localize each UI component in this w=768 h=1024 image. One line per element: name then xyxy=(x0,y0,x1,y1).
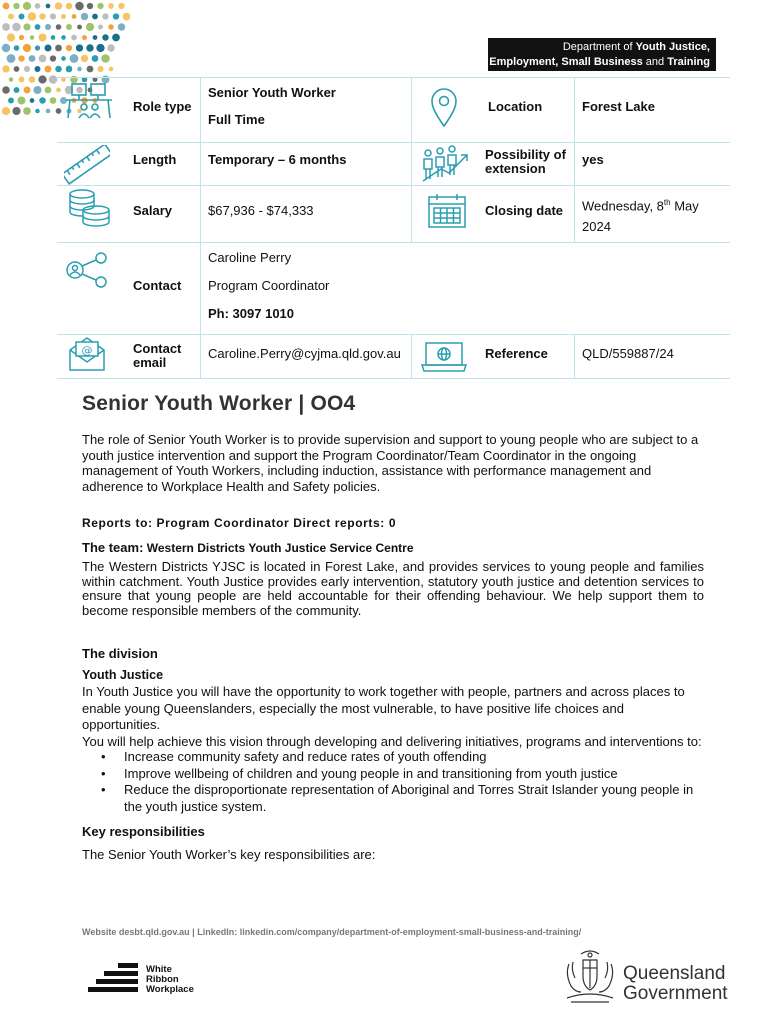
extension-value: yes xyxy=(582,152,604,167)
table-rule xyxy=(57,142,730,143)
decorative-dot xyxy=(24,87,31,94)
decorative-dot xyxy=(96,44,104,52)
decorative-dot xyxy=(86,23,94,31)
table-rule xyxy=(57,77,730,78)
salary-value: $67,936 - $74,333 xyxy=(208,203,314,218)
decorative-dot xyxy=(23,23,30,30)
extension-label xyxy=(485,148,566,176)
team-heading xyxy=(82,540,414,555)
decorative-dot xyxy=(38,33,46,41)
calendar-icon xyxy=(427,193,467,229)
decorative-dot xyxy=(2,65,9,72)
coat-of-arms-icon xyxy=(567,951,613,1002)
team-paragraph: The Western Districts YJSC is located in Forest Lake, and provides services to young people and families within catchment. Youth Justice provides early intervention, statutory youth justice and detention services to ensure that young people are held accountable for their offending behaviour. We help support them to become responsible members of the community. xyxy=(82,559,704,618)
department-banner xyxy=(488,38,716,71)
decorative-dot xyxy=(66,24,72,30)
decorative-dot xyxy=(39,13,45,19)
decorative-dot xyxy=(35,3,41,9)
decorative-dot xyxy=(7,54,16,63)
ruler-icon xyxy=(64,145,110,185)
decorative-dot xyxy=(35,66,41,72)
team-value: Western Districts Youth Justice Service Centre xyxy=(146,541,414,555)
decorative-dot xyxy=(39,97,46,104)
decorative-dot xyxy=(56,108,62,114)
list-item: • Reduce the disproportionate representation of Aboriginal and Torres Strait Islander young people in the youth justice system. xyxy=(82,782,704,815)
decorative-dot xyxy=(38,75,46,83)
decorative-dot xyxy=(12,23,20,31)
decorative-dot xyxy=(2,44,10,52)
contact-name: Caroline Perry xyxy=(208,250,292,265)
decorative-dot xyxy=(50,97,57,104)
decorative-dot xyxy=(29,55,36,62)
vision-bullet-list xyxy=(82,749,704,815)
qld-line2: Government xyxy=(623,983,728,1004)
decorative-dot xyxy=(118,3,124,9)
intro-paragraph: The role of Senior Youth Worker is to provide supervision and support to young people who are subject to a youth justice intervention and support the Program Coordinator/Team Coordinator in the ongoing management of Youth Workers, including induction, assistance with performance management and adherence to Workplace Health and Safety policies. xyxy=(82,432,699,494)
decorative-dot xyxy=(51,35,56,40)
decorative-dot xyxy=(108,3,114,9)
decorative-dot xyxy=(9,77,14,82)
dept-line2: Employment, Small Business xyxy=(489,55,643,68)
contact-phone: Ph: 3097 1010 xyxy=(208,306,295,321)
decorative-dot xyxy=(35,109,39,113)
list-item: • Increase community safety and reduce rates of youth offending xyxy=(82,749,704,766)
decorative-dot xyxy=(61,56,66,61)
decorative-dot xyxy=(50,55,56,61)
decorative-dot xyxy=(102,13,108,19)
footer-links[interactable]: Website desbt.qld.gov.au | LinkedIn: linkedin.com/company/department-of-employment-small-business-and-training/ xyxy=(82,927,582,937)
extension-label-line2: extension xyxy=(485,161,546,176)
closing-date-value xyxy=(582,192,699,237)
decorative-dot xyxy=(66,66,73,73)
role-type-fulltime: Full Time xyxy=(208,112,265,127)
decorative-dot xyxy=(23,107,31,115)
contact-label: Contact xyxy=(133,278,182,293)
decorative-dot xyxy=(45,24,51,30)
decorative-dot xyxy=(92,14,98,20)
decorative-dot xyxy=(14,66,20,72)
decorative-dot xyxy=(55,2,62,9)
decorative-dot xyxy=(97,66,103,72)
decorative-dot xyxy=(8,14,14,20)
dept-line2-end: Training xyxy=(667,55,710,68)
vision-paragraph: You will help achieve this vision through developing and delivering initiatives, programs and interventions to: xyxy=(82,734,702,749)
decorative-dot xyxy=(93,35,98,40)
decorative-dot xyxy=(29,76,36,83)
decorative-dot xyxy=(109,67,114,72)
table-col-rule xyxy=(574,334,575,378)
role-type-label: Role type xyxy=(133,99,192,114)
team-key: The team: xyxy=(82,540,144,555)
decorative-dot xyxy=(77,67,82,72)
decorative-dot xyxy=(49,75,58,84)
queensland-government-logo xyxy=(563,950,733,1006)
decorative-dot xyxy=(35,24,41,30)
decorative-dot xyxy=(46,4,51,9)
decorative-dot xyxy=(81,13,88,20)
reference-value: QLD/559887/24 xyxy=(582,346,674,361)
decorative-dot xyxy=(44,44,51,51)
laptop-web-icon xyxy=(420,341,468,373)
contact-email-value[interactable]: Caroline.Perry@cyjma.qld.gov.au xyxy=(208,346,401,361)
decorative-dot xyxy=(61,14,66,19)
white-ribbon-line1: White xyxy=(146,964,172,975)
table-col-rule xyxy=(411,77,412,242)
workstation-icon xyxy=(64,82,114,120)
decorative-dot xyxy=(2,86,10,94)
extension-label-line1: Possibility of xyxy=(485,147,566,162)
key-responsibilities-heading: Key responsibilities xyxy=(82,824,205,839)
decorative-dot xyxy=(107,44,114,51)
decorative-dot xyxy=(12,107,20,115)
table-rule xyxy=(57,185,730,186)
reports-to: Reports to: Program Coordinator Direct reports: 0 xyxy=(82,516,397,530)
decorative-dot xyxy=(71,35,77,41)
decorative-dot xyxy=(92,55,99,62)
contact-email-label-line1: Contact xyxy=(133,341,182,356)
decorative-dot xyxy=(112,34,120,42)
decorative-dot xyxy=(14,87,20,93)
white-ribbon-line3: Workplace xyxy=(146,984,194,994)
coins-icon xyxy=(66,188,114,228)
decorative-dot xyxy=(19,14,25,20)
decorative-dot xyxy=(76,44,83,51)
decorative-dot xyxy=(66,3,73,10)
decorative-dot xyxy=(24,66,30,72)
contact-email-label-line2: email xyxy=(133,355,167,370)
decorative-dot xyxy=(61,35,66,40)
table-rule xyxy=(57,334,730,335)
decorative-dot xyxy=(55,66,62,73)
closing-day: Wednesday, 8 xyxy=(582,198,664,214)
length-label: Length xyxy=(133,152,177,167)
decorative-dot xyxy=(113,13,119,19)
decorative-dot xyxy=(77,25,82,30)
decorative-dot xyxy=(82,35,87,40)
decorative-dot xyxy=(102,34,109,41)
division-paragraph: In Youth Justice you will have the opportunity to work together with people, partners and across places to enable young Queenslanders, especially the most vulnerable, to have positive life choices and opportunities. xyxy=(82,684,685,732)
closing-sup: th xyxy=(663,198,671,207)
location-value: Forest Lake xyxy=(582,99,655,114)
decorative-dot xyxy=(50,13,56,19)
decorative-dot xyxy=(30,35,34,39)
decorative-dot xyxy=(19,35,24,40)
contact-title: Program Coordinator xyxy=(208,278,330,293)
dept-line2-mid: and xyxy=(645,55,665,68)
decorative-dot xyxy=(3,3,10,10)
decorative-dot xyxy=(56,24,62,30)
decorative-dot xyxy=(66,45,72,51)
closing-date-label: Closing date xyxy=(485,203,564,218)
list-item: • Improve wellbeing of children and young people in and transitioning from youth justice xyxy=(82,766,704,783)
table-rule xyxy=(57,242,730,243)
page-title: Senior Youth Worker | OO4 xyxy=(82,392,356,415)
table-col-rule xyxy=(200,77,201,378)
closing-month: May xyxy=(674,198,699,214)
decorative-dot xyxy=(45,87,52,94)
decorative-dot xyxy=(8,98,14,104)
white-ribbon-line2: Ribbon xyxy=(146,974,179,985)
contact-email-label xyxy=(133,342,181,370)
decorative-dot xyxy=(46,109,51,114)
decorative-dot xyxy=(70,54,79,63)
table-col-rule xyxy=(574,77,575,242)
decorative-dot xyxy=(72,14,77,19)
table-col-rule xyxy=(411,334,412,378)
contact-share-icon xyxy=(66,252,110,290)
decorative-dot xyxy=(23,2,31,10)
decorative-dot xyxy=(81,55,88,62)
dept-line1: Youth Justice, xyxy=(635,41,710,53)
decorative-dot xyxy=(87,66,94,73)
decorative-dot xyxy=(23,44,31,52)
decorative-dot xyxy=(18,55,24,61)
decorative-dot xyxy=(30,98,35,103)
salary-label: Salary xyxy=(133,203,173,218)
decorative-dot xyxy=(2,23,10,31)
decorative-dot xyxy=(45,66,52,73)
location-pin-icon xyxy=(430,88,458,128)
decorative-dot xyxy=(75,2,84,11)
table-rule xyxy=(57,378,730,379)
decorative-dot xyxy=(123,13,130,21)
closing-year: 2024 xyxy=(582,219,611,235)
decorative-dot xyxy=(19,77,25,83)
decorative-dot xyxy=(101,54,110,63)
decorative-dot xyxy=(13,3,19,9)
decorative-dot xyxy=(55,45,62,52)
division-subheading: Youth Justice xyxy=(82,668,164,682)
decorative-dot xyxy=(98,25,103,30)
role-type-value: Senior Youth Worker xyxy=(208,85,336,100)
decorative-dot xyxy=(35,45,40,50)
decorative-dot xyxy=(56,88,61,93)
decorative-dot xyxy=(7,33,15,41)
decorative-dot xyxy=(87,3,93,9)
reference-label: Reference xyxy=(485,346,548,361)
decorative-dot xyxy=(39,55,47,63)
dept-prefix: Department of xyxy=(562,41,633,53)
white-ribbon-logo xyxy=(88,962,203,994)
decorative-dot xyxy=(14,45,20,51)
decorative-dot xyxy=(33,86,41,94)
decorative-dot xyxy=(86,44,93,51)
decorative-dot xyxy=(97,3,103,9)
division-heading: The division xyxy=(82,646,158,661)
decorative-dot xyxy=(2,107,10,115)
decorative-dot xyxy=(118,23,126,31)
email-icon xyxy=(68,336,106,372)
decorative-dot xyxy=(28,12,36,20)
location-label: Location xyxy=(488,99,543,114)
length-value: Temporary – 6 months xyxy=(208,152,347,167)
people-growth-icon xyxy=(421,145,471,183)
decorative-dot xyxy=(18,97,26,105)
key-responsibilities-intro: The Senior Youth Worker’s key responsibilities are: xyxy=(82,847,376,862)
svg-text:@: @ xyxy=(81,344,93,357)
decorative-dot xyxy=(108,24,114,30)
qld-line1: Queensland xyxy=(623,963,726,984)
